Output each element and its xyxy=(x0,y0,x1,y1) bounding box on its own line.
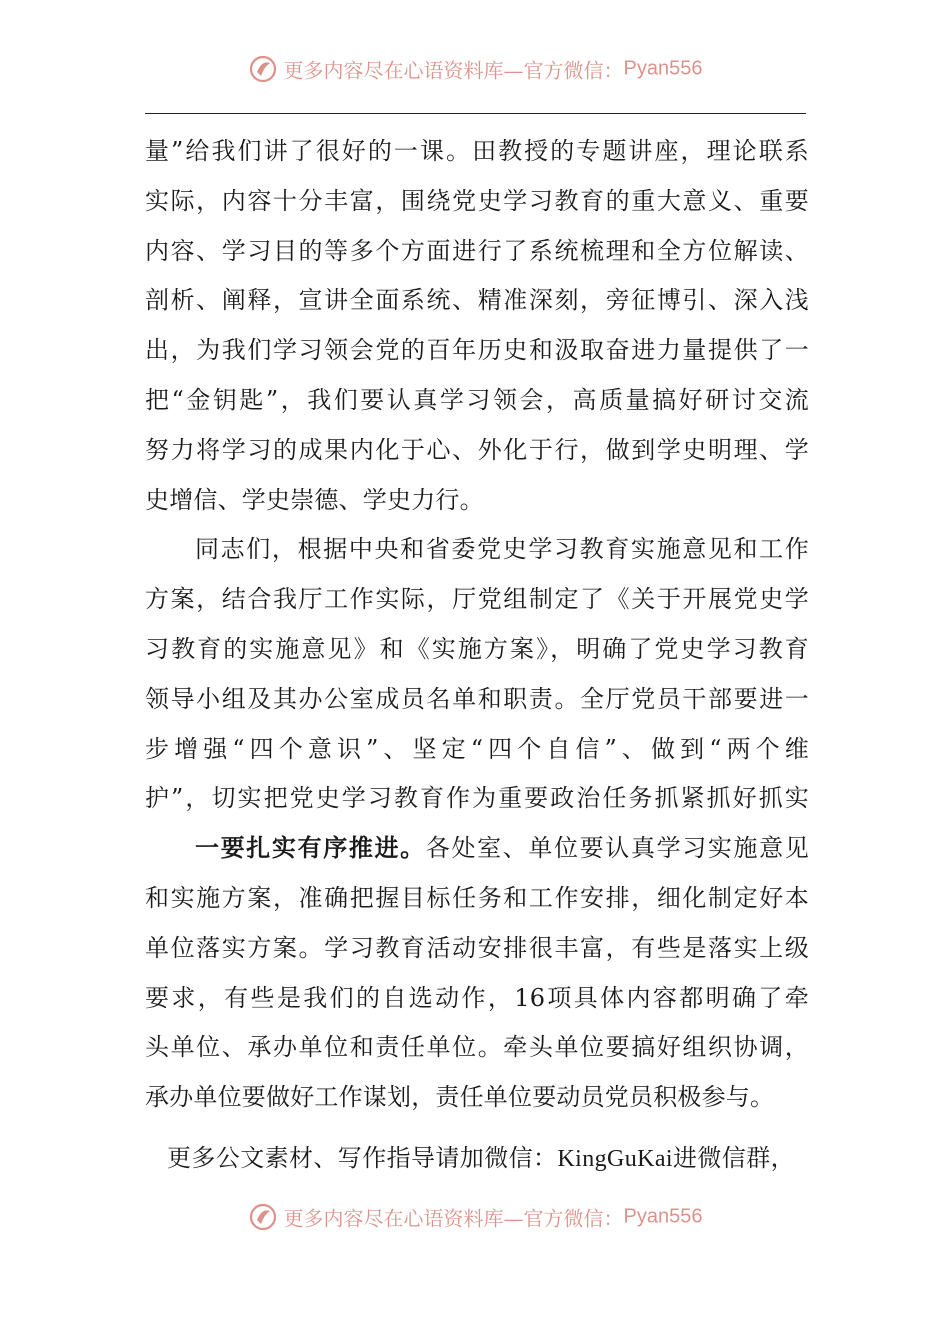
watermark-text: 更多内容尽在心语资料库—官方微信： xyxy=(283,58,624,83)
footer-suffix: 进微信群， xyxy=(673,1144,795,1172)
logo-icon xyxy=(248,54,278,84)
footer-watermark xyxy=(0,1202,950,1232)
text-line: 护”，切实把党史学习教育作为重要政治任务抓紧抓好抓实 xyxy=(145,784,809,813)
header-watermark xyxy=(0,54,950,84)
text-line: 要求，有些是我们的自选动作，16项具体内容都明确了牵 xyxy=(145,983,809,1012)
document-body xyxy=(145,127,809,1123)
text-line: 内容、学习目的等多个方面进行了系统梳理和全方位解读、 xyxy=(145,236,809,265)
paragraph-1 xyxy=(145,127,809,525)
text-line: 领导小组及其办公室成员名单和职责。全厅党员干部要进一 xyxy=(145,684,809,713)
text-line: 剖析、阐释，宣讲全面系统、精准深刻，旁征博引、深入浅 xyxy=(145,286,809,315)
text-line: 量”给我们讲了很好的一课。田教授的专题讲座，理论联系 xyxy=(145,137,809,165)
footer-prefix: 更多公文素材、写作指导请加微信： xyxy=(167,1144,558,1172)
paragraph-3 xyxy=(145,824,809,1123)
text-line: 习教育的实施意见》和《实施方案》，明确了党史学习教育 xyxy=(145,634,809,663)
header-rule xyxy=(145,113,806,114)
text-line: 承办单位要做好工作谋划，责任单位要动员党员积极参与。 xyxy=(145,1083,775,1112)
text-line: 步增强“四个意识”、坚定“四个自信”、做到“两个维 xyxy=(145,734,809,763)
logo-icon xyxy=(248,1202,278,1232)
watermark-id: Pyan556 xyxy=(623,57,703,80)
watermark-id: Pyan556 xyxy=(623,1205,703,1228)
text-span: 各处室、单位要认真学习实施意见 xyxy=(425,834,809,863)
text-line: 实际，内容十分丰富，围绕党史学习教育的重大意义、重要 xyxy=(145,186,809,215)
footer-wechat-id: KingGuKai xyxy=(557,1146,673,1172)
text-line: 努力将学习的成果内化于心、外化于行，做到学史明理、学 xyxy=(145,435,809,464)
text-line: 史增信、学史崇德、学史力行。 xyxy=(145,485,484,514)
text-line: 同志们，根据中央和省委党史学习教育实施意见和工作 xyxy=(195,535,809,564)
text-line: 头单位、承办单位和责任单位。牵头单位要搞好组织协调， xyxy=(145,1033,809,1062)
bold-heading: 一要扎实有序推进。 xyxy=(195,834,426,863)
text-line: 方案，结合我厅工作实际，厅党组制定了《关于开展党史学 xyxy=(145,585,809,614)
text-line: 把“金钥匙”，我们要认真学习领会，高质量搞好研讨交流 xyxy=(145,385,809,414)
text-line: 单位落实方案。学习教育活动安排很丰富，有些是落实上级 xyxy=(145,933,809,962)
text-line xyxy=(145,824,809,874)
paragraph-2 xyxy=(145,525,809,824)
text-line: 出，为我们学习领会党的百年历史和汲取奋进力量提供了一 xyxy=(145,336,809,365)
footer-promo xyxy=(167,1134,795,1184)
text-line: 和实施方案，准确把握目标任务和工作安排，细化制定好本 xyxy=(145,883,809,912)
watermark-text: 更多内容尽在心语资料库—官方微信： xyxy=(283,1206,624,1231)
